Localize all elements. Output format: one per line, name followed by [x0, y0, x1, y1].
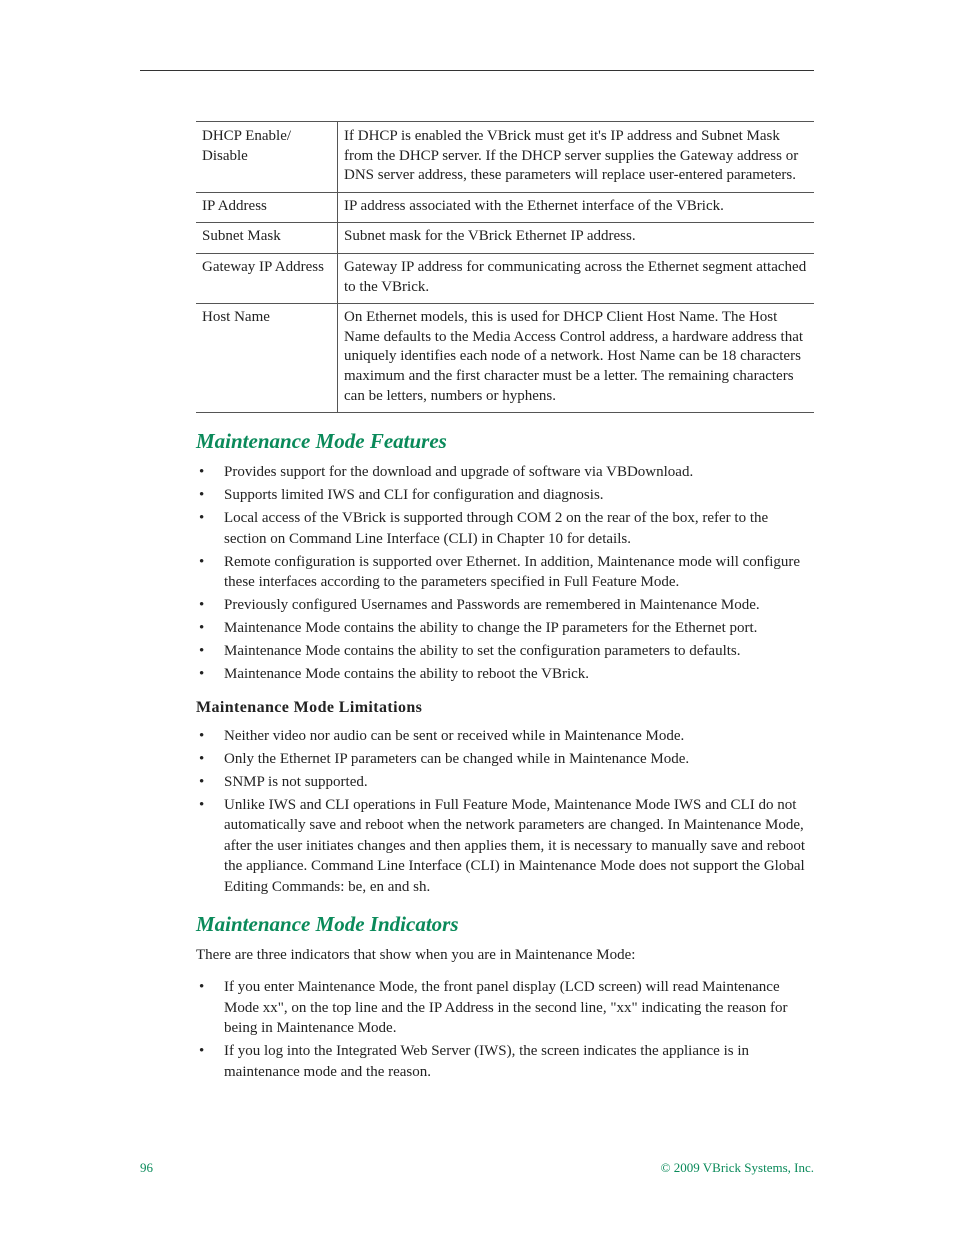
parameters-table [196, 121, 814, 413]
list-item: • Previously configured Usernames and Passwords are remembered in Maintenance Mode. [196, 595, 814, 616]
param-description: Gateway IP address for communicating across the Ethernet segment attached to the VBrick. [338, 253, 815, 303]
table-row [196, 122, 814, 193]
features-heading: Maintenance Mode Features [196, 429, 447, 454]
header-rule [140, 70, 814, 71]
table-row [196, 253, 814, 303]
param-description: IP address associated with the Ethernet interface of the VBrick. [338, 192, 815, 223]
list-item: • Maintenance Mode contains the ability to set the configuration parameters to defaults. [196, 641, 814, 662]
page-number: 96 [140, 1160, 153, 1175]
limitations-heading: Maintenance Mode Limitations [196, 698, 423, 716]
param-name: IP Address [196, 192, 338, 223]
indicators-intro: There are three indicators that show when you are in Maintenance Mode: [196, 947, 636, 964]
list-item: • Only the Ethernet IP parameters can be changed while in Maintenance Mode. [196, 749, 814, 770]
list-item: • Local access of the VBrick is supported through COM 2 on the rear of the box, refer to the section on Command Line Interface (CLI) in Chapter 10 for details. [196, 508, 814, 549]
features-list [196, 462, 814, 685]
param-description: If DHCP is enabled the VBrick must get it's IP address and Subnet Mask from the DHCP server. If the DHCP server supplies the Gateway address or DNS server address, these parameters will replace user-entered parameters. [338, 122, 815, 193]
table-row [196, 223, 814, 254]
list-item: • If you log into the Integrated Web Server (IWS), the screen indicates the appliance is in maintenance mode and the reason. [196, 1041, 814, 1082]
table-row [196, 304, 814, 413]
list-item: • Supports limited IWS and CLI for configuration and diagnosis. [196, 485, 814, 506]
copyright-notice: © 2009 VBrick Systems, Inc. [660, 1160, 814, 1175]
list-item: • Maintenance Mode contains the ability to reboot the VBrick. [196, 664, 814, 685]
list-item: • Unlike IWS and CLI operations in Full Feature Mode, Maintenance Mode IWS and CLI do not automatically save and reboot when the network parameters are changed. In Maintenance Mode, after the user initiates changes and then applies them, it is necessary to manually save and reboot the appliance. Command Line Interface (CLI) in Maintenance Mode does not support the Global Editing Commands: be, en and sh. [196, 795, 814, 898]
indicators-list [196, 977, 814, 1082]
limitations-list [196, 726, 814, 898]
page-content [196, 121, 814, 1085]
param-name: Gateway IP Address [196, 253, 338, 303]
param-name: Host Name [196, 304, 338, 413]
table-row [196, 192, 814, 223]
list-item: • SNMP is not supported. [196, 772, 814, 793]
indicators-heading: Maintenance Mode Indicators [196, 912, 459, 937]
list-item: • Remote configuration is supported over Ethernet. In addition, Maintenance mode will configure these interfaces according to the parameters specified in Full Feature Mode. [196, 552, 814, 593]
list-item: • Provides support for the download and upgrade of software via VBDownload. [196, 462, 814, 483]
list-item: • If you enter Maintenance Mode, the front panel display (LCD screen) will read Maintenance Mode xx", on the top line and the IP Address in the second line, "xx" indicating the reason for being in Maintenance Mode. [196, 977, 814, 1039]
param-description: Subnet mask for the VBrick Ethernet IP address. [338, 223, 815, 254]
param-name: Subnet Mask [196, 223, 338, 254]
list-item: • Neither video nor audio can be sent or received while in Maintenance Mode. [196, 726, 814, 747]
param-name: DHCP Enable/ Disable [196, 122, 338, 193]
list-item: • Maintenance Mode contains the ability to change the IP parameters for the Ethernet port. [196, 618, 814, 639]
param-description: On Ethernet models, this is used for DHCP Client Host Name. The Host Name defaults to the Media Access Control address, a hardware address that uniquely identifies each node of a network. Host Name can be 18 characters maximum and the first character must be a letter. The remaining characters can be letters, numbers or hyphens. [338, 304, 815, 413]
